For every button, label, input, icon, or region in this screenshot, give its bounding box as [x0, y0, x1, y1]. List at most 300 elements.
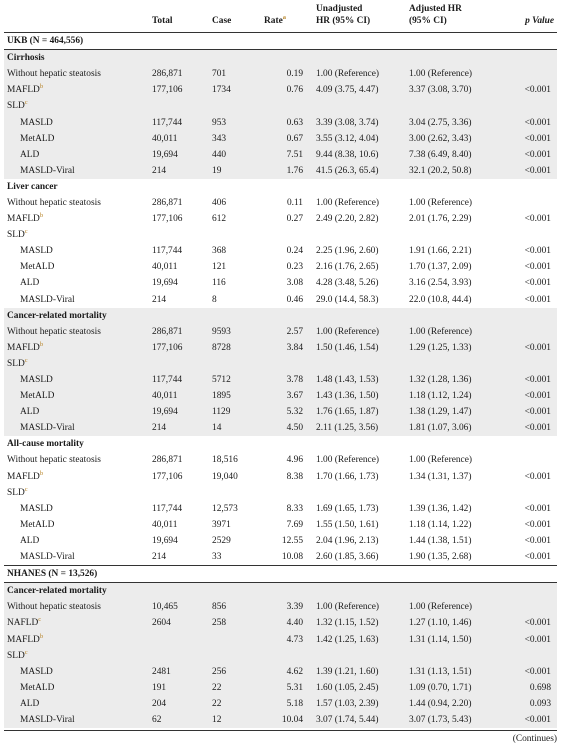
case-cell: 9593 [209, 324, 261, 340]
row-label [4, 420, 149, 436]
table-row [4, 599, 557, 615]
case-cell: 701 [209, 66, 261, 82]
table-row [4, 131, 557, 147]
adjusted-hr-cell: 1.90 (1.35, 2.68) [409, 552, 472, 563]
row-label [4, 66, 149, 82]
adjusted-hr-cell: 22.0 (10.8, 44.4) [409, 294, 472, 305]
row-label [4, 599, 149, 615]
footnote-marker: b [39, 469, 44, 477]
rate-cell: 8.38 [286, 471, 303, 482]
row-label-text: SLD [7, 101, 25, 112]
section-label: Cancer-related mortality [4, 308, 557, 324]
total-cell: 177,106 [152, 471, 183, 482]
adjusted-hr-cell: 1.18 (1.12, 1.24) [406, 388, 498, 404]
cohort-label: NHANES (N = 13,526) [4, 566, 557, 583]
p-value-cell: 0.698 [498, 680, 557, 696]
unadjusted-hr-cell [313, 98, 406, 114]
adjusted-hr-cell [406, 648, 498, 664]
table-row [4, 712, 557, 728]
row-label [4, 517, 149, 533]
row-label-text: MAFLD [7, 634, 40, 645]
footnote-marker: c [24, 228, 28, 236]
unadjusted-hr-cell: 2.11 (1.25, 3.56) [313, 420, 406, 436]
table-row [4, 615, 557, 631]
row-label [4, 356, 149, 372]
p-value-cell: <0.001 [524, 246, 551, 257]
table-row [4, 275, 557, 291]
row-label [4, 712, 149, 728]
adjusted-hr-cell: 1.44 (1.38, 1.51) [409, 535, 472, 546]
unadjusted-hr-cell: 3.07 (1.74, 5.44) [313, 712, 406, 728]
row-label-text: MASLD-Viral [20, 165, 75, 176]
row-label [4, 243, 149, 259]
table-row [4, 292, 557, 308]
total-cell: 117,744 [149, 372, 209, 388]
total-cell [149, 356, 209, 372]
total-cell [149, 227, 209, 243]
rate-cell [261, 98, 313, 114]
p-value-cell: <0.001 [498, 163, 557, 179]
header-rate [261, 0, 313, 33]
case-cell: 258 [209, 615, 261, 631]
p-value-cell: <0.001 [498, 712, 557, 728]
unadjusted-hr-cell: 2.16 (1.76, 2.65) [316, 262, 379, 273]
row-label [4, 501, 149, 517]
adjusted-hr-cell: 32.1 (20.2, 50.8) [406, 163, 498, 179]
table-row [4, 82, 557, 98]
unadjusted-hr-cell: 1.70 (1.66, 1.73) [316, 471, 379, 482]
footnote-marker: c [38, 616, 42, 624]
row-label [4, 533, 149, 549]
row-label-text: Without hepatic steatosis [7, 197, 101, 208]
case-cell: 1895 [209, 388, 261, 404]
case-cell: 406 [212, 197, 227, 208]
rate-cell: 12.55 [281, 535, 303, 546]
case-cell: 8728 [209, 340, 261, 356]
p-value-cell [498, 452, 557, 468]
rate-cell [261, 356, 313, 372]
p-value-cell [498, 227, 557, 243]
total-cell: 177,106 [149, 82, 209, 98]
header-unadjusted-line1: Unadjusted [316, 4, 363, 14]
continues-note: (Continues) [4, 730, 557, 744]
rate-cell: 0.27 [286, 214, 303, 225]
unadjusted-hr-cell [313, 485, 406, 501]
unadjusted-hr-cell: 4.09 (3.75, 4.47) [313, 82, 406, 98]
footnote-marker: c [24, 356, 28, 364]
section-header-row [4, 308, 557, 324]
rate-cell: 3.84 [261, 340, 313, 356]
table-row [4, 664, 557, 680]
row-label-text: MASLD-Viral [20, 423, 75, 434]
p-value-cell: <0.001 [524, 262, 551, 273]
rate-cell: 0.19 [261, 66, 313, 82]
adjusted-hr-cell: 7.38 (6.49, 8.40) [406, 147, 498, 163]
total-cell: 191 [149, 680, 209, 696]
unadjusted-hr-cell: 1.00 (Reference) [313, 324, 406, 340]
p-value-cell [498, 98, 557, 114]
adjusted-hr-cell [406, 485, 498, 501]
p-value-cell: <0.001 [498, 372, 557, 388]
unadjusted-hr-cell: 9.44 (8.38, 10.6) [313, 147, 406, 163]
adjusted-hr-cell: 1.38 (1.29, 1.47) [406, 404, 498, 420]
p-value-cell: <0.001 [524, 294, 551, 305]
total-cell: 117,744 [152, 246, 183, 257]
total-cell: 2604 [149, 615, 209, 631]
rate-cell: 3.67 [261, 388, 313, 404]
p-value-cell: <0.001 [498, 388, 557, 404]
total-cell: 286,871 [149, 66, 209, 82]
row-label-text: MASLD [20, 666, 53, 677]
header-case: Case [212, 16, 232, 26]
table-row [4, 340, 557, 356]
row-label [4, 452, 149, 468]
row-label-text: MASLD-Viral [20, 552, 75, 563]
rate-cell: 5.32 [261, 404, 313, 420]
section-label: Cirrhosis [4, 50, 557, 67]
unadjusted-hr-cell: 1.00 (Reference) [313, 599, 406, 615]
total-cell: 10,465 [149, 599, 209, 615]
p-value-cell [498, 324, 557, 340]
adjusted-hr-cell: 1.27 (1.10, 1.46) [406, 615, 498, 631]
rate-cell: 3.78 [261, 372, 313, 388]
case-cell: 12 [209, 712, 261, 728]
case-cell: 953 [209, 114, 261, 130]
table-row [4, 243, 557, 259]
table-row [4, 211, 557, 227]
footnote-marker: b [39, 340, 44, 348]
p-value-cell: <0.001 [498, 615, 557, 631]
rate-cell: 0.67 [261, 131, 313, 147]
rate-cell: 1.76 [261, 163, 313, 179]
section-header-row [4, 50, 557, 67]
table-row [4, 147, 557, 163]
case-cell: 1734 [209, 82, 261, 98]
table-row [4, 631, 557, 647]
unadjusted-hr-cell: 1.32 (1.15, 1.52) [313, 615, 406, 631]
p-value-cell: <0.001 [524, 519, 551, 530]
table-body [4, 33, 557, 729]
adjusted-hr-cell: 1.09 (0.70, 1.71) [406, 680, 498, 696]
case-cell: 3971 [212, 519, 231, 530]
unadjusted-hr-cell: 1.00 (Reference) [313, 66, 406, 82]
rate-cell: 3.08 [286, 278, 303, 289]
p-value-cell: <0.001 [524, 214, 551, 225]
p-value-cell [498, 648, 557, 664]
p-value-cell: <0.001 [498, 147, 557, 163]
row-label-text: MetALD [20, 262, 55, 273]
header-p-value [498, 0, 557, 33]
total-cell [149, 648, 209, 664]
cohort-header-row [4, 33, 557, 50]
rate-cell: 10.08 [281, 552, 303, 563]
row-label [4, 631, 149, 647]
total-cell: 214 [149, 420, 209, 436]
adjusted-hr-cell [406, 227, 498, 243]
case-cell: 2529 [212, 535, 231, 546]
case-cell: 368 [212, 246, 227, 257]
table-row [4, 66, 557, 82]
row-label-text: NAFLD [7, 618, 39, 629]
total-cell: 19,694 [152, 535, 178, 546]
row-label-text: MetALD [20, 391, 55, 402]
case-cell: 22 [209, 696, 261, 712]
cohort-header-row [4, 566, 557, 583]
section-header-row [4, 436, 557, 452]
p-value-cell: <0.001 [498, 340, 557, 356]
adjusted-hr-cell: 3.07 (1.73, 5.43) [406, 712, 498, 728]
row-label [4, 163, 149, 179]
total-cell: 214 [152, 294, 167, 305]
total-cell [149, 485, 209, 501]
unadjusted-hr-cell: 1.50 (1.46, 1.54) [313, 340, 406, 356]
unadjusted-hr-cell: 1.57 (1.03, 2.39) [313, 696, 406, 712]
unadjusted-hr-cell: 29.0 (14.4, 58.3) [316, 294, 379, 305]
adjusted-hr-cell: 1.31 (1.13, 1.51) [406, 664, 498, 680]
header-adjusted-hr [406, 0, 498, 33]
unadjusted-hr-cell [313, 356, 406, 372]
row-label-text: MetALD [20, 519, 55, 530]
header-unadjusted-line2: HR (95% CI) [316, 16, 371, 26]
table-row [4, 388, 557, 404]
rate-cell: 2.57 [261, 324, 313, 340]
rate-cell: 10.04 [261, 712, 313, 728]
total-cell: 177,106 [152, 214, 183, 225]
table-row [4, 501, 557, 517]
row-label-text: ALD [20, 535, 40, 546]
p-value-cell: <0.001 [524, 535, 551, 546]
adjusted-hr-cell: 1.00 (Reference) [406, 324, 498, 340]
p-value-cell [498, 66, 557, 82]
total-cell [149, 631, 209, 647]
total-cell: 62 [149, 712, 209, 728]
p-value-cell: <0.001 [524, 503, 551, 514]
total-cell: 19,694 [149, 404, 209, 420]
section-label: Liver cancer [7, 181, 58, 192]
row-label-text: MAFLD [7, 342, 40, 353]
row-label-text: ALD [20, 149, 40, 160]
table-row [4, 452, 557, 468]
p-value-cell [498, 195, 557, 211]
rate-cell: 8.33 [286, 503, 303, 514]
adjusted-hr-cell: 1.44 (0.94, 2.20) [406, 696, 498, 712]
rate-cell [261, 648, 313, 664]
unadjusted-hr-cell: 4.28 (3.48, 5.26) [316, 278, 379, 289]
row-label-text: MAFLD [7, 471, 40, 482]
total-cell: 214 [149, 163, 209, 179]
case-cell: 343 [209, 131, 261, 147]
row-label [4, 372, 149, 388]
unadjusted-hr-cell: 1.48 (1.43, 1.53) [313, 372, 406, 388]
p-value-cell [498, 599, 557, 615]
table-row [4, 98, 557, 114]
table-row [4, 163, 557, 179]
case-cell: 1129 [209, 404, 261, 420]
total-cell: 40,011 [149, 131, 209, 147]
case-cell: 440 [209, 147, 261, 163]
case-cell: 116 [212, 278, 226, 289]
adjusted-hr-cell: 1.00 (Reference) [406, 599, 498, 615]
total-cell [149, 98, 209, 114]
case-cell: 19 [209, 163, 261, 179]
adjusted-hr-cell: 1.29 (1.25, 1.33) [406, 340, 498, 356]
row-label-text: MASLD [20, 503, 53, 514]
total-cell: 40,011 [152, 262, 178, 273]
row-label [4, 404, 149, 420]
case-cell: 22 [209, 680, 261, 696]
case-cell: 14 [209, 420, 261, 436]
rate-cell [261, 227, 313, 243]
row-label-text: MetALD [20, 133, 55, 144]
table-row [4, 420, 557, 436]
adjusted-hr-cell: 1.00 (Reference) [409, 455, 472, 466]
total-cell: 177,106 [149, 340, 209, 356]
table-row [4, 680, 557, 696]
row-label-text: Without hepatic steatosis [7, 602, 101, 613]
header-unadjusted-hr [313, 0, 406, 33]
table-row [4, 372, 557, 388]
adjusted-hr-cell: 1.70 (1.37, 2.09) [409, 262, 472, 273]
total-cell: 286,871 [149, 324, 209, 340]
row-label [4, 82, 149, 98]
adjusted-hr-cell: 3.37 (3.08, 3.70) [406, 82, 498, 98]
row-label-text: MAFLD [7, 85, 40, 96]
footnote-marker: b [39, 211, 44, 219]
rate-cell: 4.62 [261, 664, 313, 680]
row-label-text: Without hepatic steatosis [7, 69, 101, 80]
case-cell [209, 98, 261, 114]
p-value-cell: <0.001 [498, 404, 557, 420]
table-header-row [4, 0, 557, 33]
row-label-text: Without hepatic steatosis [7, 326, 101, 337]
unadjusted-hr-cell: 1.42 (1.25, 1.63) [313, 631, 406, 647]
adjusted-hr-cell [406, 98, 498, 114]
p-value-cell: <0.001 [498, 114, 557, 130]
adjusted-hr-cell: 1.00 (Reference) [406, 66, 498, 82]
row-label [4, 340, 149, 356]
row-label-text: ALD [20, 698, 40, 709]
footnote-marker: c [24, 485, 28, 493]
header-adjusted-line2: (95% CI) [409, 16, 447, 26]
case-cell: 8 [212, 294, 217, 305]
case-cell: 856 [209, 599, 261, 615]
table-row [4, 404, 557, 420]
table-row [4, 356, 557, 372]
row-label [4, 292, 149, 308]
row-label [4, 388, 149, 404]
rate-cell: 0.76 [261, 82, 313, 98]
row-label-text: Without hepatic steatosis [7, 455, 101, 466]
unadjusted-hr-cell: 2.25 (1.96, 2.60) [316, 246, 379, 257]
case-cell: 19,040 [212, 471, 238, 482]
cohort-label: UKB (N = 464,556) [4, 33, 557, 50]
total-cell: 214 [152, 552, 167, 563]
row-label-text: ALD [20, 278, 40, 289]
row-label [4, 131, 149, 147]
adjusted-hr-cell: 1.39 (1.36, 1.42) [409, 503, 472, 514]
header-rate-text: Rate [264, 16, 283, 26]
adjusted-hr-cell: 1.34 (1.31, 1.37) [409, 471, 472, 482]
table-row [4, 549, 557, 566]
adjusted-hr-cell: 1.91 (1.66, 2.21) [409, 246, 472, 257]
footnote-marker: b [39, 632, 44, 640]
adjusted-hr-cell: 3.16 (2.54, 3.93) [409, 278, 472, 289]
table-row [4, 648, 557, 664]
row-label [4, 549, 149, 566]
adjusted-hr-cell [406, 356, 498, 372]
adjusted-hr-cell: 1.18 (1.14, 1.22) [409, 519, 472, 530]
unadjusted-hr-cell: 2.04 (1.96, 2.13) [316, 535, 379, 546]
rate-cell: 0.24 [286, 246, 303, 257]
section-header-row [4, 583, 557, 600]
row-label-text: MetALD [20, 682, 55, 693]
case-cell: 5712 [209, 372, 261, 388]
unadjusted-hr-cell: 41.5 (26.3, 65.4) [313, 163, 406, 179]
case-cell: 33 [212, 552, 222, 563]
row-label [4, 98, 149, 114]
total-cell: 19,694 [149, 147, 209, 163]
row-label [4, 696, 149, 712]
header-p-value-text: p Value [525, 16, 554, 26]
case-cell [209, 631, 261, 647]
footnote-marker: c [24, 99, 28, 107]
unadjusted-hr-cell: 1.43 (1.36, 1.50) [313, 388, 406, 404]
row-label [4, 485, 149, 501]
p-value-cell: <0.001 [524, 552, 551, 563]
table-row [4, 227, 557, 243]
case-cell [209, 356, 261, 372]
row-label [4, 114, 149, 130]
row-label-text: MAFLD [7, 214, 40, 225]
unadjusted-hr-cell: 3.39 (3.08, 3.74) [313, 114, 406, 130]
p-value-cell: <0.001 [524, 471, 551, 482]
row-label-text: ALD [20, 407, 40, 418]
row-label-text: SLD [7, 358, 25, 369]
row-label [4, 469, 149, 485]
row-label [4, 147, 149, 163]
rate-cell: 5.31 [261, 680, 313, 696]
footnote-marker: b [39, 83, 44, 91]
table-row [4, 259, 557, 275]
total-cell: 40,011 [149, 388, 209, 404]
rate-cell: 7.51 [261, 147, 313, 163]
total-cell: 117,744 [152, 503, 183, 514]
unadjusted-hr-cell: 3.55 (3.12, 4.04) [313, 131, 406, 147]
p-value-cell: <0.001 [524, 278, 551, 289]
section-label: Cancer-related mortality [4, 583, 557, 600]
unadjusted-hr-cell: 2.49 (2.20, 2.82) [316, 214, 379, 225]
adjusted-hr-cell: 1.00 (Reference) [409, 197, 472, 208]
footnote-marker: c [24, 648, 28, 656]
row-label [4, 275, 149, 291]
header-total: Total [152, 16, 173, 26]
header-label-blank [4, 0, 149, 33]
rate-cell [261, 485, 313, 501]
row-label-text: MASLD [20, 117, 53, 128]
row-label-text: MASLD [20, 375, 53, 386]
row-label-text: SLD [7, 230, 25, 241]
total-cell: 40,011 [152, 519, 178, 530]
unadjusted-hr-cell [313, 648, 406, 664]
rate-cell: 0.23 [286, 262, 303, 273]
rate-cell: 4.96 [286, 455, 303, 466]
p-value-cell: 0.093 [498, 696, 557, 712]
case-cell [209, 227, 261, 243]
row-label-text: MASLD-Viral [20, 714, 75, 725]
unadjusted-hr-cell: 1.60 (1.05, 2.45) [313, 680, 406, 696]
adjusted-hr-cell: 1.31 (1.14, 1.50) [406, 631, 498, 647]
adjusted-hr-cell: 3.00 (2.62, 3.43) [406, 131, 498, 147]
